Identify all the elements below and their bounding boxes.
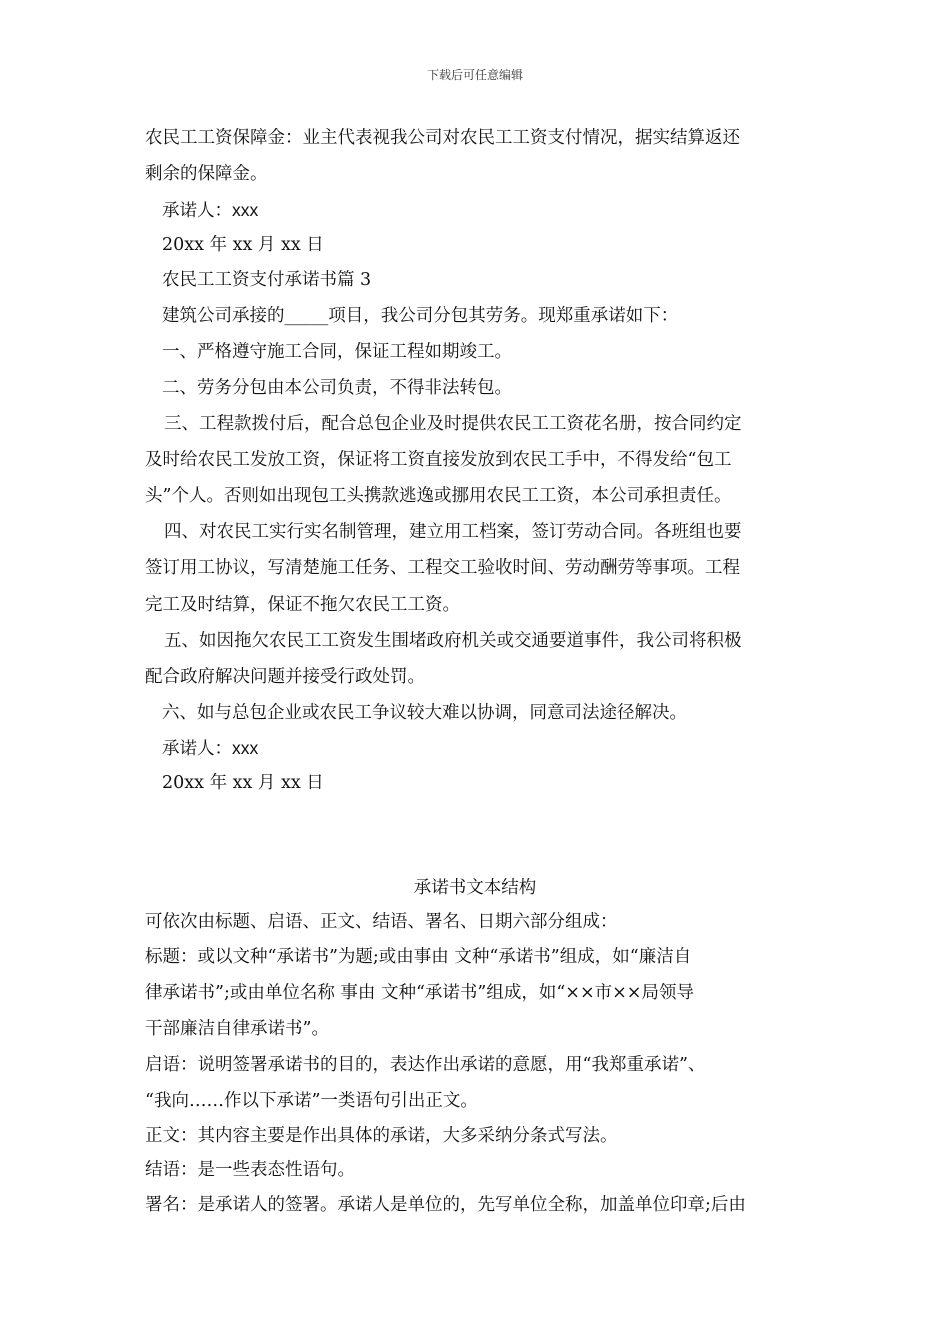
date-line: 20xx 年 xx 月 xx 日: [162, 773, 324, 793]
text-line: 正文：其内容主要是作出具体的承诺，大多采纳分条式写法。: [145, 1126, 618, 1146]
text-line: 完工及时结算，保证不拖欠农民工工资。: [145, 595, 460, 615]
text-line: 签订用工协议，写清楚施工任务、工程交工验收时间、劳动酬劳等事项。工程: [145, 558, 740, 578]
text-line: 可依次由标题、启语、正文、结语、署名、日期六部分组成：: [145, 912, 618, 932]
text-line: 标题：或以文种“承诺书”为题;或由事由 文种“承诺书”组成，如“廉洁自: [145, 947, 692, 967]
signer-line: 承诺人：xxx: [162, 738, 259, 758]
page-header: 下载后可任意编辑: [426, 68, 523, 82]
text-line: 配合政府解决问题并接受行政处罚。: [145, 667, 425, 687]
text-line: 律承诺书”;或由单位名称 事由 文种“承诺书”组成，如“××市××局领导: [145, 983, 694, 1003]
text-line: 建筑公司承接的_____项目，我公司分包其劳务。现郑重承诺如下：: [162, 306, 679, 326]
text-line: “我向……作以下承诺”一类语句引出正文。: [145, 1091, 478, 1111]
text-line: 干部廉洁自律承诺书”。: [145, 1019, 329, 1039]
text-line: 头”个人。否则如出现包工头携款逃逸或挪用农民工工资，本公司承担责任。: [145, 486, 732, 506]
text-line: 署名：是承诺人的签署。承诺人是单位的，先写单位全称，加盖单位印章;后由: [145, 1195, 746, 1215]
list-item: 五、如因拖欠农民工工资发生围堵政府机关或交通要道事件，我公司将积极: [164, 631, 742, 651]
date-line: 20xx 年 xx 月 xx 日: [162, 235, 324, 255]
list-item: 四、对农民工实行实名制管理，建立用工档案，签订劳动合同。各班组也要: [164, 522, 742, 542]
list-item: 一、严格遵守施工合同，保证工程如期竣工。: [162, 342, 512, 362]
signer-line: 承诺人：xxx: [162, 200, 259, 220]
list-item: 二、劳务分包由本公司负责，不得非法转包。: [162, 378, 512, 398]
text-line: 农民工工资保障金：业主代表视我公司对农民工工资支付情况，据实结算返还: [145, 128, 740, 148]
list-item: 六、如与总包企业或农民工争议较大难以协调，同意司法途径解决。: [162, 703, 687, 723]
text-line: 及时给农民工发放工资，保证将工资直接发放到农民工手中，不得发给“包工: [145, 450, 732, 470]
text-line: 剩余的保障金。: [145, 164, 268, 184]
section-heading: 农民工工资支付承诺书篇 3: [162, 270, 372, 290]
text-line: 启语：说明签署承诺书的目的，表达作出承诺的意愿，用“我郑重承诺”、: [145, 1055, 706, 1075]
list-item: 三、工程款拨付后，配合总包企业及时提供农民工工资花名册，按合同约定: [164, 414, 742, 434]
text-line: 结语：是一些表态性语句。: [145, 1160, 355, 1180]
section-title: 承诺书文本结构: [413, 878, 537, 898]
